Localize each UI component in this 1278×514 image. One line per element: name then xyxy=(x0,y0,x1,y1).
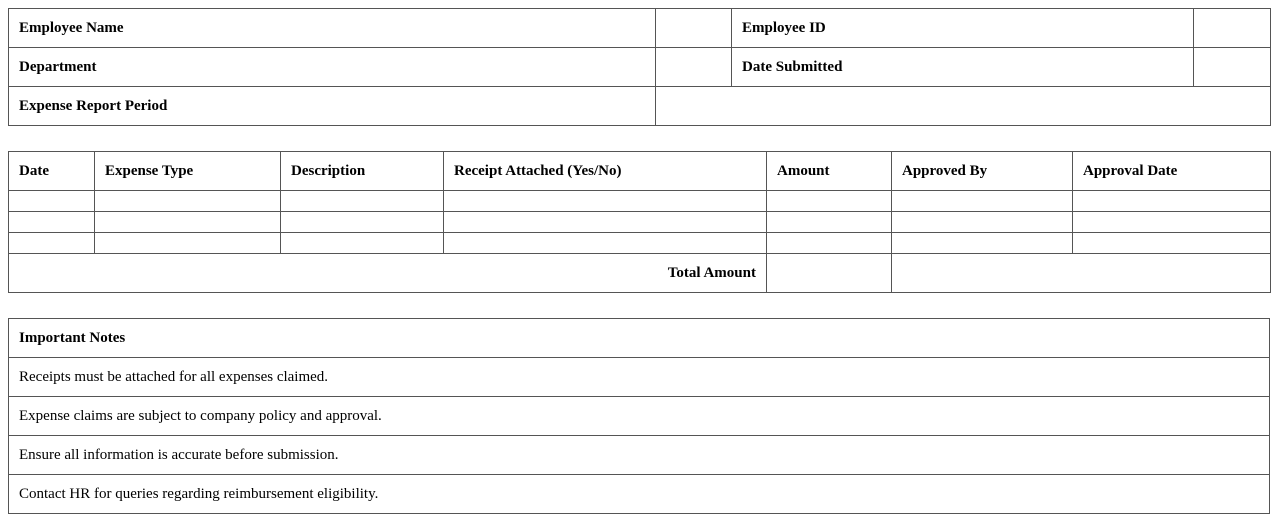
receipt-attached-cell[interactable] xyxy=(444,212,767,233)
date-submitted-field[interactable] xyxy=(1194,48,1271,87)
expense-report-period-field[interactable] xyxy=(656,87,1271,126)
column-header-description: Description xyxy=(281,152,444,191)
list-item xyxy=(9,436,1270,475)
total-amount-field[interactable] xyxy=(767,254,892,293)
expense-table xyxy=(8,151,1271,293)
date-cell[interactable] xyxy=(9,191,95,212)
info-row xyxy=(9,9,1271,48)
column-header-date: Date xyxy=(9,152,95,191)
expense-report-period-label: Expense Report Period xyxy=(9,87,656,126)
employee-id-field[interactable] xyxy=(1194,9,1271,48)
note-text: Receipts must be attached for all expenses claimed. xyxy=(9,358,1270,397)
receipt-attached-cell[interactable] xyxy=(444,233,767,254)
date-submitted-label: Date Submitted xyxy=(732,48,1194,87)
expense-type-cell[interactable] xyxy=(95,233,281,254)
employee-info-table xyxy=(8,8,1271,126)
info-row xyxy=(9,48,1271,87)
total-row xyxy=(9,254,1271,293)
date-cell[interactable] xyxy=(9,233,95,254)
table-row xyxy=(9,212,1271,233)
employee-name-field[interactable] xyxy=(656,9,732,48)
date-cell[interactable] xyxy=(9,212,95,233)
list-item xyxy=(9,397,1270,436)
approval-date-cell[interactable] xyxy=(1073,212,1271,233)
note-text: Expense claims are subject to company policy and approval. xyxy=(9,397,1270,436)
column-header-expense-type: Expense Type xyxy=(95,152,281,191)
total-amount-label: Total Amount xyxy=(9,254,767,293)
info-row xyxy=(9,87,1271,126)
column-header-receipt-attached: Receipt Attached (Yes/No) xyxy=(444,152,767,191)
column-header-approval-date: Approval Date xyxy=(1073,152,1271,191)
table-row xyxy=(9,191,1271,212)
expense-type-cell[interactable] xyxy=(95,212,281,233)
description-cell[interactable] xyxy=(281,233,444,254)
approved-by-cell[interactable] xyxy=(892,212,1073,233)
total-blank-cell xyxy=(892,254,1271,293)
department-field[interactable] xyxy=(656,48,732,87)
important-notes-title: Important Notes xyxy=(9,319,1270,358)
column-header-approved-by: Approved By xyxy=(892,152,1073,191)
receipt-attached-cell[interactable] xyxy=(444,191,767,212)
approval-date-cell[interactable] xyxy=(1073,233,1271,254)
employee-name-label: Employee Name xyxy=(9,9,656,48)
notes-header-row xyxy=(9,319,1270,358)
column-header-amount: Amount xyxy=(767,152,892,191)
expense-header-row xyxy=(9,152,1271,191)
description-cell[interactable] xyxy=(281,191,444,212)
employee-id-label: Employee ID xyxy=(732,9,1194,48)
note-text: Ensure all information is accurate before submission. xyxy=(9,436,1270,475)
approved-by-cell[interactable] xyxy=(892,233,1073,254)
list-item xyxy=(9,475,1270,514)
description-cell[interactable] xyxy=(281,212,444,233)
amount-cell[interactable] xyxy=(767,212,892,233)
approved-by-cell[interactable] xyxy=(892,191,1073,212)
note-text: Contact HR for queries regarding reimbursement eligibility. xyxy=(9,475,1270,514)
department-label: Department xyxy=(9,48,656,87)
amount-cell[interactable] xyxy=(767,233,892,254)
important-notes-table xyxy=(8,318,1270,514)
approval-date-cell[interactable] xyxy=(1073,191,1271,212)
table-row xyxy=(9,233,1271,254)
list-item xyxy=(9,358,1270,397)
expense-type-cell[interactable] xyxy=(95,191,281,212)
amount-cell[interactable] xyxy=(767,191,892,212)
